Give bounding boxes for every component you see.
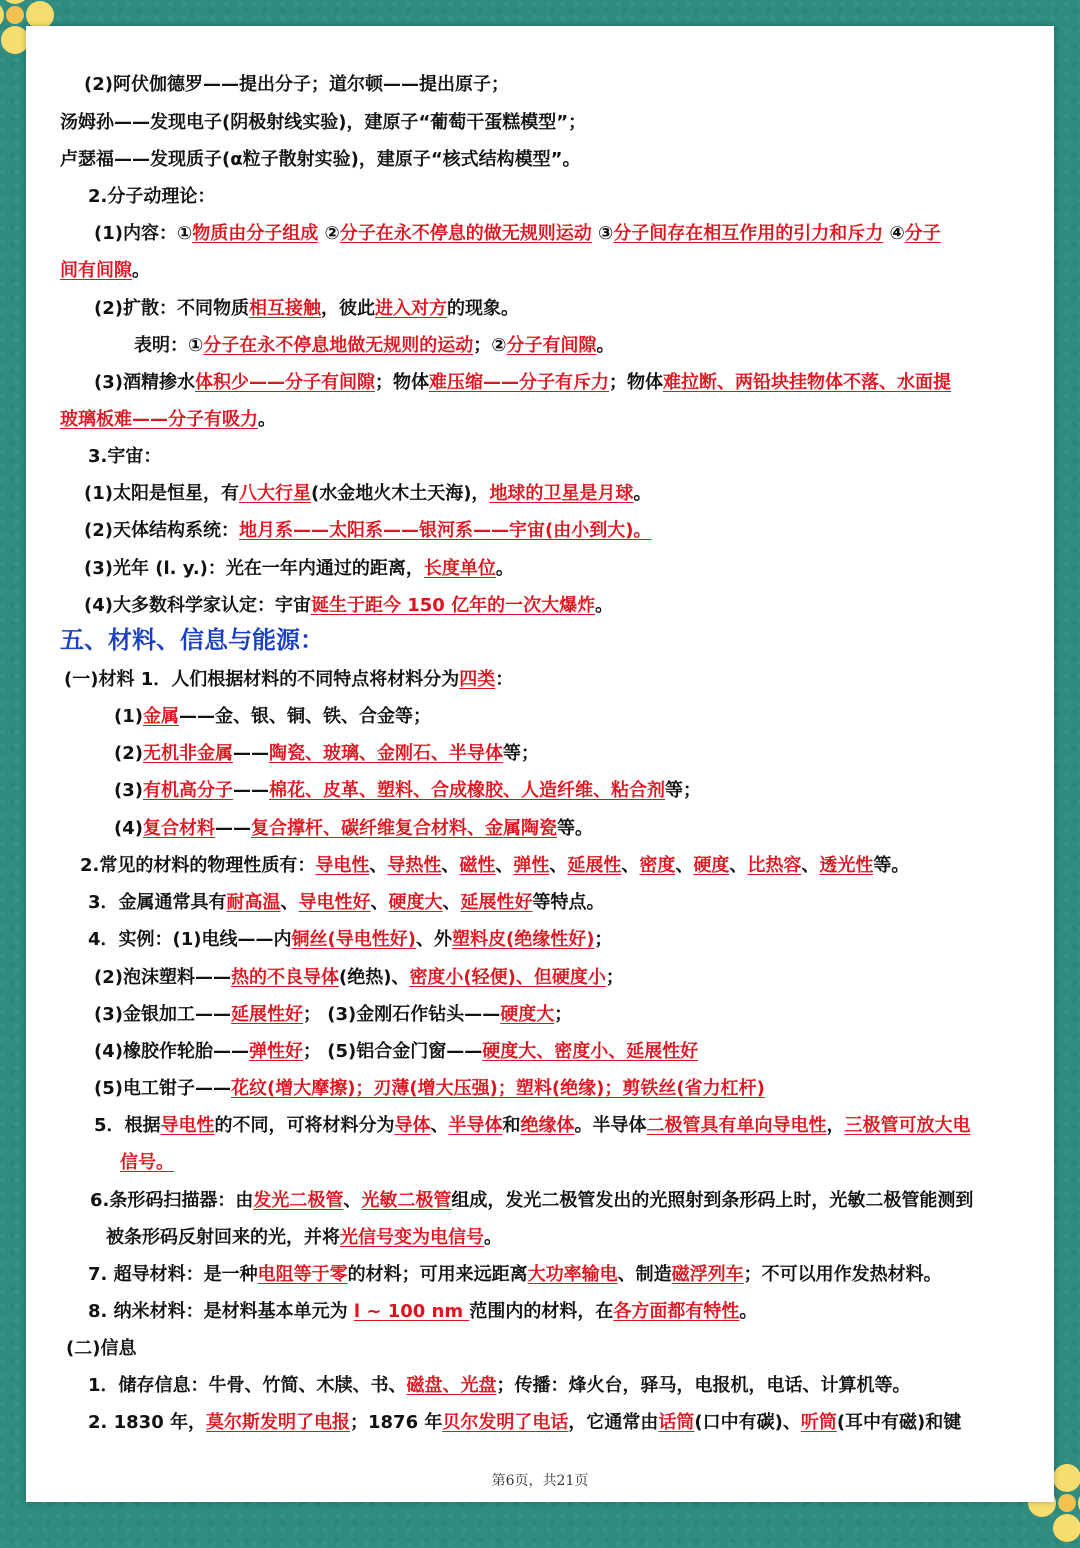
- text-line: [94, 1113, 971, 1139]
- key-point-text: 体积少——分子有间隙: [194, 372, 375, 393]
- body-text: 、: [343, 1190, 362, 1211]
- body-text: 、: [495, 855, 514, 876]
- key-point-text: 分子在永不停息的做无规则运动: [339, 223, 592, 244]
- key-point-text: 弹性好: [248, 1041, 303, 1062]
- text-line: [88, 1299, 757, 1325]
- body-text: 2.分子动理论：: [88, 186, 216, 207]
- body-text: ；1876 年: [350, 1412, 443, 1433]
- key-point-text: 各方面都有特性: [613, 1301, 740, 1322]
- key-point-text: 半导体: [448, 1115, 503, 1136]
- body-text: (1)太阳是恒星，有: [84, 483, 239, 504]
- body-text: 。: [484, 1227, 502, 1248]
- body-text: (2)扩散：不同物质: [94, 298, 249, 319]
- key-point-text: 进入对方: [374, 298, 447, 319]
- key-point-text: 大功率输电: [527, 1264, 618, 1285]
- key-point-text: 分子间存在相互作用的引力和斥力: [613, 223, 884, 244]
- key-point-text: 听筒: [800, 1412, 837, 1433]
- text-line: [90, 1188, 973, 1214]
- text-line: [114, 741, 539, 767]
- text-line: [84, 556, 514, 582]
- body-text: (2)泡沫塑料——: [94, 967, 231, 988]
- key-point-text: 绝缘体: [520, 1115, 575, 1136]
- key-point-text: 二极管具有单向导电性: [646, 1115, 827, 1136]
- key-point-text: 导电性: [160, 1115, 215, 1136]
- key-point-text: 磁性: [459, 855, 496, 876]
- body-text: ；: [554, 1004, 573, 1025]
- body-text: 等；: [664, 780, 701, 801]
- body-text: ；物体: [374, 372, 429, 393]
- body-text: 3.宇宙：: [88, 446, 162, 467]
- key-point-text: 导热性: [387, 855, 442, 876]
- key-point-text: 比热容: [747, 855, 802, 876]
- body-text: (5)电工钳子——: [94, 1078, 231, 1099]
- text-line: [114, 704, 431, 730]
- body-text: (3): [114, 780, 143, 801]
- key-point-text: 莫尔斯发明了电报: [206, 1412, 350, 1433]
- text-line: [60, 407, 276, 433]
- key-point-text: 间有间隙: [60, 260, 132, 281]
- body-text: 、: [280, 892, 299, 913]
- body-text: 、: [441, 855, 460, 876]
- body-text: 、: [621, 855, 640, 876]
- body-text: ——金、银、铜、铁、合金等；: [178, 706, 431, 727]
- key-point-text: 磁盘、光盘: [406, 1375, 497, 1396]
- body-text: (1): [114, 706, 143, 727]
- body-text: 、制造: [617, 1264, 672, 1285]
- text-line: [88, 444, 161, 470]
- body-text: ——: [232, 743, 269, 764]
- text-line: [88, 184, 215, 210]
- key-point-text: 磁浮列车: [671, 1264, 744, 1285]
- key-point-text: 硬度大、密度小、延展性好: [482, 1041, 699, 1062]
- body-text: 汤姆孙——发现电子(阴极射线实验)，建原子“葡萄干蛋糕模型”；: [60, 112, 587, 133]
- body-text: 。: [596, 335, 615, 356]
- text-line: [88, 1410, 961, 1436]
- text-line: [84, 518, 651, 544]
- body-text: 。: [595, 595, 614, 616]
- body-text: 。: [495, 558, 514, 579]
- key-point-text: 硬度大: [388, 892, 443, 913]
- body-text: (4): [114, 818, 143, 839]
- body-text: ③: [591, 223, 614, 244]
- body-text: ，: [826, 1115, 845, 1136]
- body-text: 7. 超导材料：是一种: [88, 1264, 258, 1285]
- body-text: 。: [132, 260, 150, 281]
- key-point-text: 地月系——太阳系——银河系——宇宙(由小到大)。: [238, 520, 652, 541]
- body-text: 和: [502, 1115, 521, 1136]
- body-text: (3)金银加工——: [94, 1004, 231, 1025]
- body-text: 等。: [556, 818, 593, 839]
- key-point-text: 热的不良导体: [230, 967, 339, 988]
- page-footer: 第6页，共21页: [491, 1473, 589, 1489]
- body-text: 3．金属通常具有: [88, 892, 227, 913]
- body-text: (口中有碳)、: [694, 1412, 801, 1433]
- key-point-text: 硬度: [693, 855, 730, 876]
- key-point-text: 地球的卫星是月球: [489, 483, 634, 504]
- body-text: ②: [318, 223, 340, 244]
- body-text: 。: [258, 409, 276, 430]
- body-text: (2): [114, 743, 143, 764]
- key-point-text: 导电性好: [298, 892, 371, 913]
- key-point-text: 贝尔发明了电话: [442, 1412, 569, 1433]
- key-point-text: 棉花、皮革、塑料、合成橡胶、人造纤维、粘合剂: [268, 780, 665, 801]
- text-line: [88, 927, 612, 953]
- key-point-text: 弹性: [513, 855, 550, 876]
- text-line: [94, 1002, 572, 1028]
- key-point-text: 分子: [904, 223, 941, 244]
- text-line: [60, 258, 150, 284]
- body-text: 8. 纳米材料：是材料基本单元为: [88, 1301, 354, 1322]
- key-point-text: 复合撑杆、碳纤维复合材料、金属陶瓷: [250, 818, 557, 839]
- key-point-text: 难压缩——分子有斥力: [428, 372, 609, 393]
- key-point-text: 透光性: [819, 855, 874, 876]
- body-text: ；②: [473, 335, 507, 356]
- key-point-text: 延展性: [567, 855, 622, 876]
- section-heading: 五、材料、信息与能源：: [60, 626, 324, 654]
- text-line: [84, 593, 613, 619]
- body-text: 4．实例：(1)电线——内: [88, 929, 292, 950]
- text-line: [88, 1262, 942, 1288]
- body-text: 、: [801, 855, 820, 876]
- body-text: 、: [675, 855, 694, 876]
- key-point-text: 四类: [459, 669, 496, 690]
- body-text: (耳中有磁)和键: [836, 1412, 962, 1433]
- body-text: ：: [495, 669, 514, 690]
- body-text: (二)信息: [66, 1338, 137, 1359]
- key-point-text: 长度单位: [423, 558, 496, 579]
- key-point-text: 无机非金属: [142, 743, 233, 764]
- text-line: [66, 1336, 136, 1362]
- key-point-text: l ~ 100 nm: [353, 1301, 470, 1322]
- text-line: [120, 1150, 174, 1176]
- body-text: (4)大多数科学家认定：宇宙: [84, 595, 311, 616]
- body-text: ——: [214, 818, 251, 839]
- body-text: ——: [232, 780, 269, 801]
- body-text: ④: [883, 223, 905, 244]
- key-point-text: 八大行星: [238, 483, 311, 504]
- key-point-text: 花纹(增大摩擦)；刃薄(增大压强)；塑料(绝缘)；剪铁丝(省力杠杆): [230, 1078, 765, 1099]
- text-line: [114, 816, 593, 842]
- text-line: [84, 72, 509, 98]
- body-text: (1)内容：①: [94, 223, 193, 244]
- key-point-text: 陶瓷、玻璃、金刚石、半导体: [268, 743, 503, 764]
- body-text: ；: [605, 967, 624, 988]
- body-text: 范围内的材料，在: [469, 1301, 614, 1322]
- key-point-text: 密度小(轻便)、但硬度小: [409, 967, 606, 988]
- key-point-text: 延展性好: [230, 1004, 303, 1025]
- key-point-text: 难拉断、两铅块挂物体不落、水面提: [662, 372, 951, 393]
- key-point-text: 发光二极管: [253, 1190, 344, 1211]
- body-text: 。半导体: [574, 1115, 647, 1136]
- body-text: 。: [739, 1301, 758, 1322]
- text-line: [88, 890, 605, 916]
- body-text: 、: [370, 892, 389, 913]
- body-text: ；传播：烽火台，驿马，电报机，电话、计算机等。: [496, 1375, 911, 1396]
- body-text: 5．根据: [94, 1115, 161, 1136]
- key-point-text: 硬度大: [500, 1004, 555, 1025]
- key-point-text: 玻璃板难——分子有吸力: [60, 409, 258, 430]
- key-point-text: 相互接触: [248, 298, 321, 319]
- key-point-text: 话筒: [658, 1412, 695, 1433]
- text-line: [94, 965, 624, 991]
- body-text: ； (5)铝合金门窗——: [302, 1041, 483, 1062]
- body-text: (3)光年 (l. y.)：光在一年内通过的距离，: [84, 558, 424, 579]
- key-point-text: 电阻等于零: [257, 1264, 348, 1285]
- text-line: [134, 333, 615, 359]
- text-line: [84, 481, 651, 507]
- key-point-text: 导体: [394, 1115, 431, 1136]
- body-text: 、: [729, 855, 748, 876]
- body-text: (3)酒精掺水: [94, 372, 195, 393]
- body-text: (4)橡胶作轮胎——: [94, 1041, 249, 1062]
- body-text: 等特点。: [532, 892, 605, 913]
- body-text: 2.常见的材料的物理性质有：: [80, 855, 316, 876]
- body-text: 组成，发光二极管发出的光照射到条形码上时，光敏二极管能测到: [451, 1190, 974, 1211]
- text-line: [60, 147, 580, 173]
- body-text: 、: [442, 892, 461, 913]
- key-point-text: 密度: [639, 855, 676, 876]
- body-text: ，它通常由: [568, 1412, 659, 1433]
- body-text: (水金地火木土天海)，: [310, 483, 490, 504]
- body-text: 、: [549, 855, 568, 876]
- body-text: 等；: [502, 743, 539, 764]
- key-point-text: 光敏二极管: [361, 1190, 452, 1211]
- body-text: 的材料；可用来远距离: [347, 1264, 528, 1285]
- text-line: [94, 221, 941, 247]
- key-point-text: 延展性好: [460, 892, 533, 913]
- body-text: 表明：①: [134, 335, 204, 356]
- body-text: ； (3)金刚石作钻头——: [302, 1004, 501, 1025]
- key-point-text: 诞生于距今 150 亿年的一次大爆炸: [310, 595, 596, 616]
- key-point-text: 分子有间隙: [506, 335, 597, 356]
- key-point-text: 耐高温: [226, 892, 281, 913]
- text-line: [64, 667, 513, 693]
- key-point-text: 复合材料: [142, 818, 215, 839]
- key-point-text: 光信号变为电信号: [340, 1227, 484, 1248]
- body-text: 2. 1830 年，: [88, 1412, 206, 1433]
- key-point-text: 有机高分子: [142, 780, 233, 801]
- text-line: [80, 853, 909, 879]
- body-text: ；不可以用作发热材料。: [743, 1264, 942, 1285]
- body-text: 6.条形码扫描器：由: [90, 1190, 254, 1211]
- key-point-text: 信号。: [120, 1152, 174, 1173]
- body-text: 的不同，可将材料分为: [214, 1115, 395, 1136]
- body-text: (2)天体结构系统：: [84, 520, 239, 541]
- key-point-text: 物质由分子组成: [192, 223, 319, 244]
- body-text: 等。: [873, 855, 910, 876]
- body-text: 卢瑟福——发现质子(α粒子散射实验)，建原子“核式结构模型”。: [60, 149, 581, 170]
- text-line: [94, 1076, 765, 1102]
- body-text: ；物体: [608, 372, 663, 393]
- text-line: [60, 110, 586, 136]
- key-point-text: 分子在永不停息地做无规则的运动: [203, 335, 474, 356]
- body-text: 1．储存信息：牛骨、竹简、木牍、书、: [88, 1375, 407, 1396]
- text-line: [88, 1373, 911, 1399]
- body-text: ；: [594, 929, 613, 950]
- body-text: 。: [633, 483, 652, 504]
- key-point-text: 塑料皮(绝缘性好): [451, 929, 595, 950]
- text-line: [94, 296, 519, 322]
- document-page: [26, 26, 1054, 1502]
- body-text: 、: [430, 1115, 449, 1136]
- key-point-text: 金属: [142, 706, 179, 727]
- key-point-text: 铜丝(导电性好): [291, 929, 416, 950]
- body-text: ，彼此: [320, 298, 375, 319]
- body-text: 被条形码反射回来的光，并将: [106, 1227, 340, 1248]
- text-line: [94, 370, 951, 396]
- key-point-text: 导电性: [315, 855, 370, 876]
- key-point-text: 三极管可放大电: [844, 1115, 971, 1136]
- body-text: 、外: [415, 929, 452, 950]
- text-line: [106, 1225, 502, 1251]
- body-text: (2)阿伏伽德罗——提出分子；道尔顿——提出原子；: [84, 74, 509, 95]
- text-line: [94, 1039, 698, 1065]
- body-text: 、: [369, 855, 388, 876]
- body-text: 的现象。: [446, 298, 519, 319]
- text-line: [114, 778, 701, 804]
- body-text: (一)材料 1．人们根据材料的不同特点将材料分为: [64, 669, 460, 690]
- body-text: (绝热)、: [338, 967, 410, 988]
